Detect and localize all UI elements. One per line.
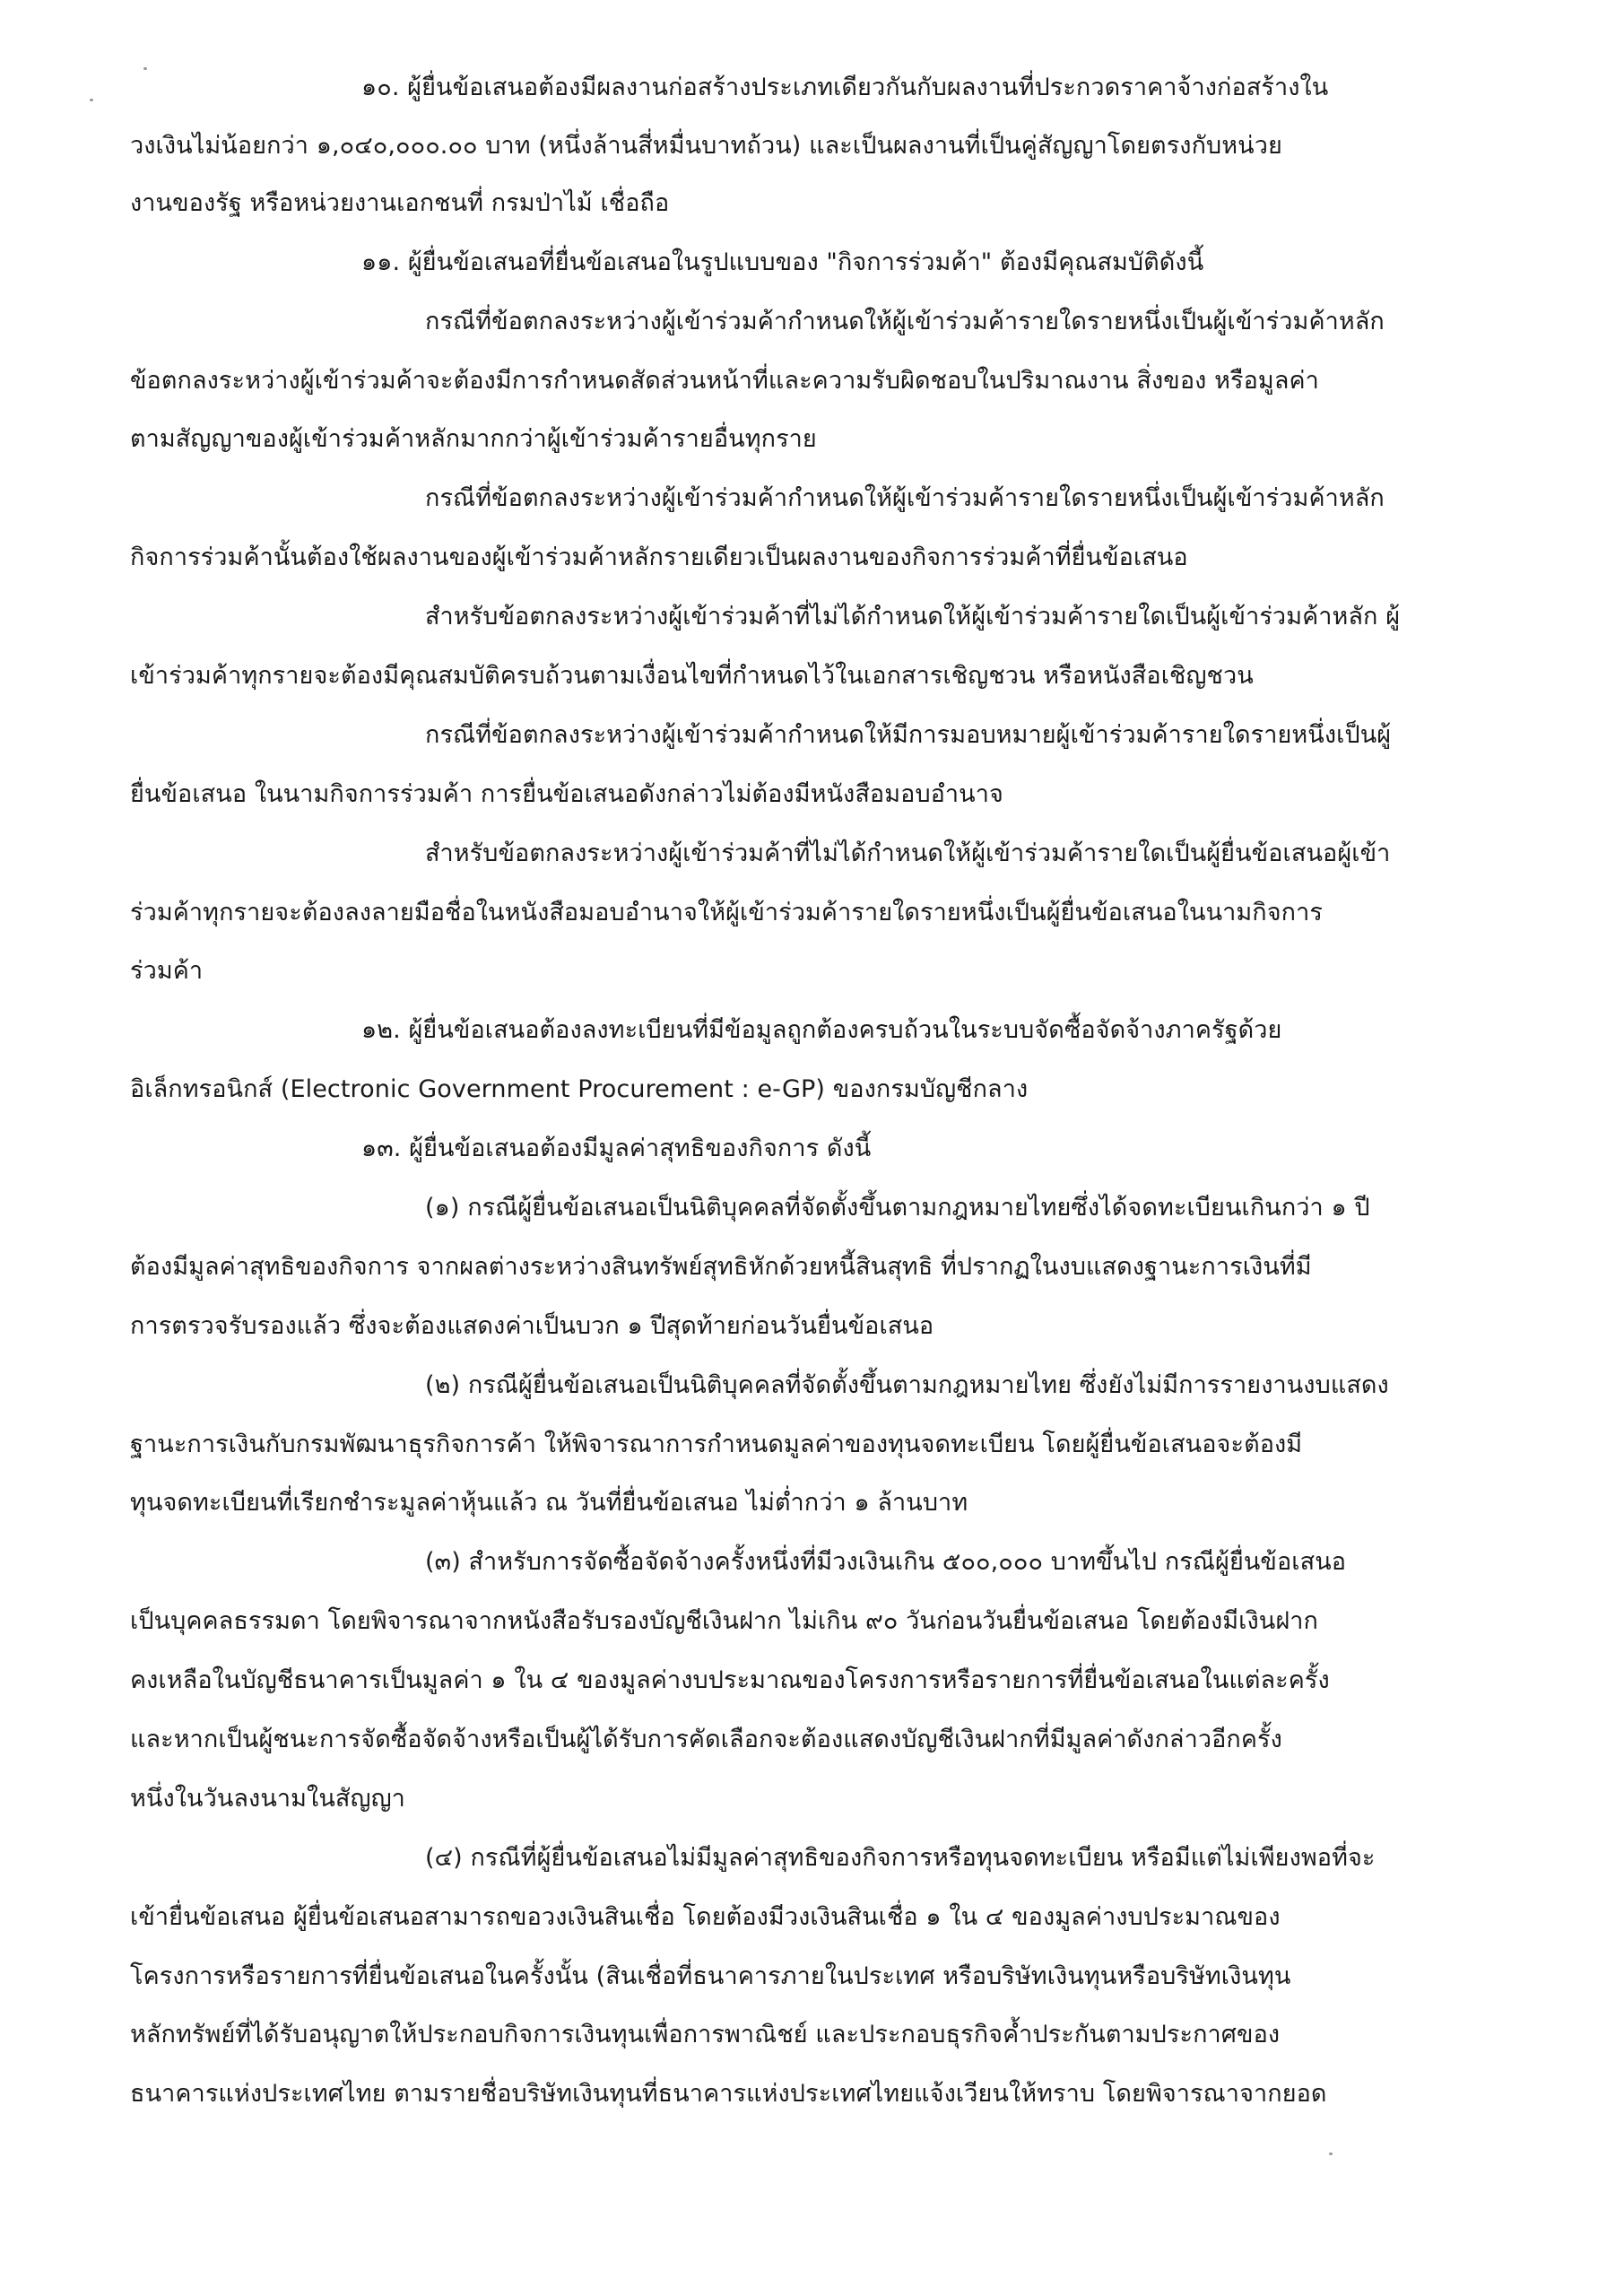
paragraph-11-case5-line-2: ร่วมค้าทุกรายจะต้องลงลายมือชื่อในหนังสือมอบอำนาจให้ผู้เข้าร่วมค้ารายใดรายหนึ่งเป็นผู้ยื่นข้อเสนอในนามกิจการ [130,899,1323,926]
paragraph-11-case3-line-2: เข้าร่วมค้าทุกรายจะต้องมีคุณสมบัติครบถ้วนตามเงื่อนไขที่กำหนดไว้ในเอกสารเชิญชวน หรือหนังสือเชิญชวน [130,662,1254,690]
paragraph-11-case5-line-1: สำหรับข้อตกลงระหว่างผู้เข้าร่วมค้าที่ไม่ได้กำหนดให้ผู้เข้าร่วมค้ารายใดเป็นผู้ยื่นข้อเสนอผู้เข้า [425,839,1391,867]
scan-speck [143,67,147,70]
paragraph-12-line-1: ๑๒. ผู้ยื่นข้อเสนอต้องลงทะเบียนที่มีข้อมูลถูกต้องครบถ้วนในระบบจัดซื้อจัดจ้างภาครัฐด้วย [361,1016,1282,1044]
paragraph-10-line-2: วงเงินไม่น้อยกว่า ๑,๐๔๐,๐๐๐.๐๐ บาท (หนึ่งล้านสี่หมื่นบาทถ้วน) และเป็นผลงานที่เป็นคู่สัญญาโดยตรงกับหน่วย [130,132,1282,160]
paragraph-13-item4-line-5: ธนาคารแห่งประเทศไทย ตามรายชื่อบริษัทเงินทุนที่ธนาคารแห่งประเทศไทยแจ้งเวียนให้ทราบ โดยพิจารณาจากยอด [130,2080,1327,2108]
paragraph-13-item1-line-1: (๑) กรณีผู้ยื่นข้อเสนอเป็นนิติบุคคลที่จัดตั้งขึ้นตามกฎหมายไทยซึ่งได้จดทะเบียนเกินกว่า ๑ ปี [425,1194,1370,1222]
paragraph-11-heading: ๑๑. ผู้ยื่นข้อเสนอที่ยื่นข้อเสนอในรูปแบบของ "กิจการร่วมค้า" ต้องมีคุณสมบัติดังนี้ [361,248,1204,276]
paragraph-13-item2-line-1: (๒) กรณีผู้ยื่นข้อเสนอเป็นนิติบุคคลที่จัดตั้งขึ้นตามกฎหมายไทย ซึ่งยังไม่มีการรายงานงบแสดง [425,1371,1389,1399]
paragraph-11-case2-line-1: กรณีที่ข้อตกลงระหว่างผู้เข้าร่วมค้ากำหนดให้ผู้เข้าร่วมค้ารายใดรายหนึ่งเป็นผู้เข้าร่วมค้าหลัก [425,484,1385,512]
paragraph-11-case1-line-3: ตามสัญญาของผู้เข้าร่วมค้าหลักมากกว่าผู้เข้าร่วมค้ารายอื่นทุกราย [130,425,817,453]
paragraph-13-item3-line-4: และหากเป็นผู้ชนะการจัดซื้อจัดจ้างหรือเป็นผู้ได้รับการคัดเลือกจะต้องแสดงบัญชีเงินฝากที่มีมูลค่าดังกล่าวอีกครั้ง [130,1726,1282,1753]
paragraph-12-line-2: อิเล็กทรอนิกส์ (Electronic Government Procurement : e-GP) ของกรมบัญชีกลาง [130,1075,1029,1103]
paragraph-13-item3-line-3: คงเหลือในบัญชีธนาคารเป็นมูลค่า ๑ ใน ๔ ของมูลค่างบประมาณของโครงการหรือรายการที่ยื่นข้อเสนอในแต่ละครั้ง [130,1666,1330,1694]
paragraph-13-item2-line-2: ฐานะการเงินกับกรมพัฒนาธุรกิจการค้า ให้พิจารณาการกำหนดมูลค่าของทุนจดทะเบียน โดยผู้ยื่นข้อเสนอจะต้องมี [130,1431,1303,1458]
paragraph-13-heading: ๑๓. ผู้ยื่นข้อเสนอต้องมีมูลค่าสุทธิของกิจการ ดังนี้ [361,1135,872,1162]
paragraph-11-case4-line-2: ยื่นข้อเสนอ ในนามกิจการร่วมค้า การยื่นข้อเสนอดังกล่าวไม่ต้องมีหนังสือมอบอำนาจ [130,780,1003,808]
paragraph-13-item4-line-3: โครงการหรือรายการที่ยื่นข้อเสนอในครั้งนั้น (สินเชื่อที่ธนาคารภายในประเทศ หรือบริษัทเงินทุนหรือบริษัทเงินทุน [130,1962,1291,1990]
paragraph-13-item3-line-2: เป็นบุคคลธรรมดา โดยพิจารณาจากหนังสือรับรองบัญชีเงินฝาก ไม่เกิน ๙๐ วันก่อนวันยื่นข้อเสนอ โดยต้องมีเงินฝาก [130,1607,1318,1635]
paragraph-13-item1-line-3: การตรวจรับรองแล้ว ซึ่งจะต้องแสดงค่าเป็นบวก ๑ ปีสุดท้ายก่อนวันยื่นข้อเสนอ [130,1312,934,1340]
paragraph-10-line-3: งานของรัฐ หรือหน่วยงานเอกชนที่ กรมป่าไม้ เชื่อถือ [130,189,670,217]
paragraph-11-case5-line-3: ร่วมค้า [130,957,204,985]
paragraph-13-item4-line-4: หลักทรัพย์ที่ได้รับอนุญาตให้ประกอบกิจการเงินทุนเพื่อการพาณิชย์ และประกอบธุรกิจค้ำประกันตามประกาศของ [130,2021,1281,2048]
paragraph-13-item2-line-3: ทุนจดทะเบียนที่เรียกชำระมูลค่าหุ้นแล้ว ณ วันที่ยื่นข้อเสนอ ไม่ต่ำกว่า ๑ ล้านบาท [130,1489,968,1517]
paragraph-11-case3-line-1: สำหรับข้อตกลงระหว่างผู้เข้าร่วมค้าที่ไม่ได้กำหนดให้ผู้เข้าร่วมค้ารายใดเป็นผู้เข้าร่วมค้าหลัก ผู้ [425,603,1401,631]
paragraph-10-line-1: ๑๐. ผู้ยื่นข้อเสนอต้องมีผลงานก่อสร้างประเภทเดียวกันกับผลงานที่ประกวดราคาจ้างก่อสร้างใน [361,74,1329,101]
paragraph-11-case4-line-1: กรณีที่ข้อตกลงระหว่างผู้เข้าร่วมค้ากำหนดให้มีการมอบหมายผู้เข้าร่วมค้ารายใดรายหนึ่งเป็นผู้ [425,721,1392,749]
scan-speck [90,99,93,101]
paragraph-11-case1-line-2: ข้อตกลงระหว่างผู้เข้าร่วมค้าจะต้องมีการกำหนดสัดส่วนหน้าที่และความรับผิดชอบในปริมาณงาน สิ่งของ หรือมูลค่า [130,367,1319,395]
paragraph-13-item3-line-5: หนึ่งในวันลงนามในสัญญา [130,1785,405,1813]
paragraph-11-case2-line-2: กิจการร่วมค้านั้นต้องใช้ผลงานของผู้เข้าร่วมค้าหลักรายเดียวเป็นผลงานของกิจการร่วมค้าที่ยื่นข้อเสนอ [130,544,1188,571]
paragraph-11-case1-line-1: กรณีที่ข้อตกลงระหว่างผู้เข้าร่วมค้ากำหนดให้ผู้เข้าร่วมค้ารายใดรายหนึ่งเป็นผู้เข้าร่วมค้าหลัก [425,308,1385,335]
paragraph-13-item4-line-2: เข้ายื่นข้อเสนอ ผู้ยื่นข้อเสนอสามารถขอวงเงินสินเชื่อ โดยต้องมีวงเงินสินเชื่อ ๑ ใน ๔ ของมูลค่างบประมาณของ [130,1903,1281,1931]
paragraph-13-item4-line-1: (๔) กรณีที่ผู้ยื่นข้อเสนอไม่มีมูลค่าสุทธิของกิจการหรือทุนจดทะเบียน หรือมีแต่ไม่เพียงพอที่จะ [425,1844,1376,1872]
paragraph-13-item3-line-1: (๓) สำหรับการจัดซื้อจัดจ้างครั้งหนึ่งที่มีวงเงินเกิน ๕๐๐,๐๐๐ บาทขึ้นไป กรณีผู้ยื่นข้อเสนอ [425,1548,1347,1576]
scan-speck [1329,2152,1333,2155]
paragraph-13-item1-line-2: ต้องมีมูลค่าสุทธิของกิจการ จากผลต่างระหว่างสินทรัพย์สุทธิหักด้วยหนี้สินสุทธิ ที่ปรากฏในงบแสดงฐานะการเงินที่มี [130,1253,1312,1281]
